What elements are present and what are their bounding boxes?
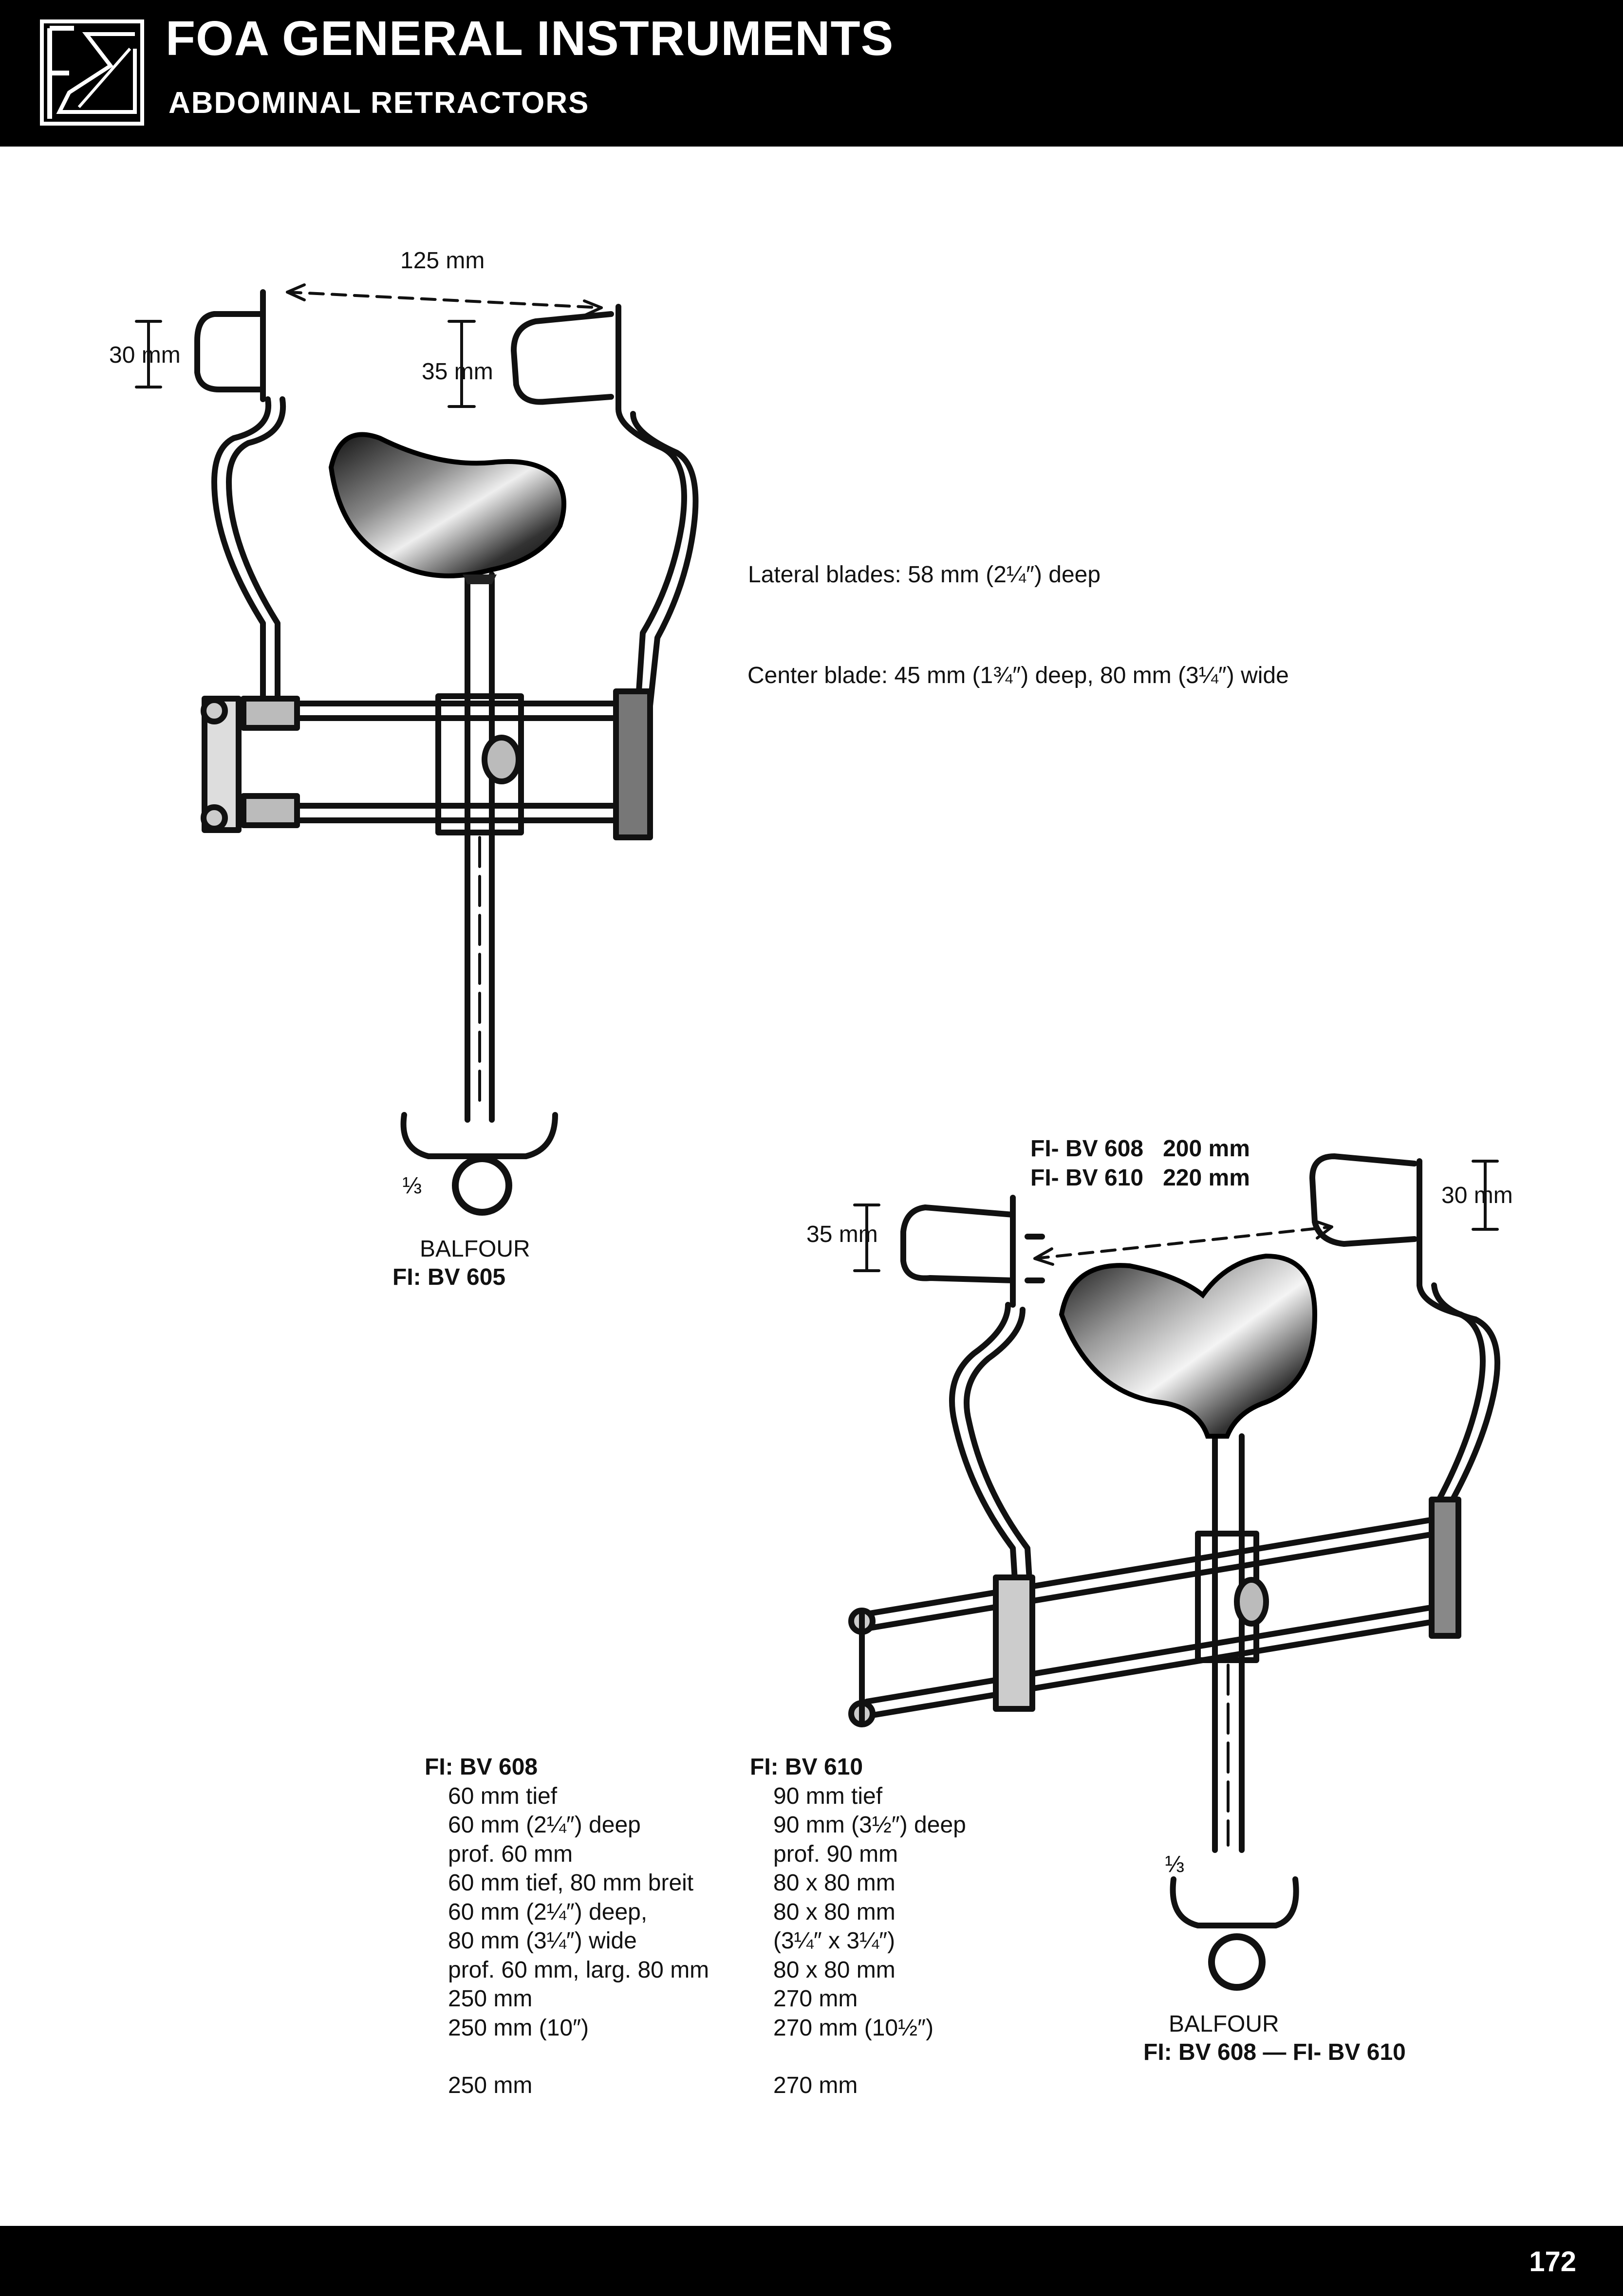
- spec-line: 90 mm (3½″) deep: [773, 1812, 966, 1838]
- page-footer: [0, 2226, 1623, 2296]
- spec-line: 80 x 80 mm: [773, 1957, 895, 1983]
- bv610-spec-column: [750, 1753, 966, 2100]
- spec-line: 80 mm (3¼″) wide: [448, 1928, 637, 1954]
- spec-line: [448, 2042, 709, 2071]
- spec-line: 60 mm (2¼″) deep,: [448, 1899, 648, 1925]
- bv608-spec-title: FI: BV 608: [425, 1754, 538, 1780]
- spec-line: 250 mm (10″): [448, 2015, 589, 2041]
- spec-line: 250 mm: [448, 2073, 533, 2098]
- spec-line: (3¼″ x 3¼″): [773, 1928, 895, 1954]
- bv608-right-hook-dimension: 30 mm: [1441, 1183, 1513, 1208]
- spec-line: 80 x 80 mm: [773, 1870, 895, 1896]
- spec-line: prof. 60 mm: [448, 1841, 573, 1867]
- bv610-size-line: FI- BV 610 220 mm: [1030, 1165, 1250, 1191]
- spec-line: prof. 60 mm, larg. 80 mm: [448, 1957, 709, 1983]
- spec-line: prof. 90 mm: [773, 1841, 898, 1867]
- spec-line: 80 x 80 mm: [773, 1899, 895, 1925]
- spec-line: 270 mm: [773, 1986, 858, 2012]
- bv605-right-hook-dimension: 35 mm: [422, 359, 493, 385]
- bv605-left-hook-dimension: 30 mm: [109, 342, 181, 368]
- brand-title: FOA GENERAL INSTRUMENTS: [166, 11, 894, 66]
- bv608-scale: ⅓: [1165, 1852, 1185, 1877]
- bv608-left-hook-dimension: 35 mm: [806, 1222, 878, 1247]
- bv610-spec-title: FI: BV 610: [750, 1754, 863, 1780]
- bv605-name: BALFOUR: [420, 1236, 530, 1262]
- spec-line: 60 mm tief: [448, 1783, 558, 1809]
- spec-line: 60 mm tief, 80 mm breit: [448, 1870, 694, 1896]
- spec-line: 60 mm (2¼″) deep: [448, 1812, 641, 1838]
- bv605-width-dimension: 125 mm: [400, 248, 485, 274]
- bv605-scale: ⅓: [402, 1173, 422, 1199]
- category-title: ABDOMINAL RETRACTORS: [168, 86, 590, 120]
- spec-line: 270 mm: [773, 2073, 858, 2098]
- lateral-blades-spec: Lateral blades: 58 mm (2¼″) deep: [748, 562, 1101, 588]
- spec-line: [773, 2042, 966, 2071]
- spec-line: 270 mm (10½″): [773, 2015, 934, 2041]
- page-number: 172: [1529, 2246, 1576, 2277]
- bv608-spec-column: [425, 1753, 709, 2100]
- spec-line: 250 mm: [448, 1986, 533, 2012]
- spec-line: 90 mm tief: [773, 1783, 883, 1809]
- center-blade-spec: Center blade: 45 mm (1¾″) deep, 80 mm (3¼″) wide: [747, 663, 1289, 688]
- bv605-code: FI: BV 605: [392, 1264, 506, 1290]
- bv608-name: BALFOUR: [1169, 2011, 1279, 2037]
- bv608-size-line: FI- BV 608 200 mm: [1030, 1136, 1250, 1162]
- bv608-code: FI: BV 608 — FI- BV 610: [1143, 2039, 1406, 2065]
